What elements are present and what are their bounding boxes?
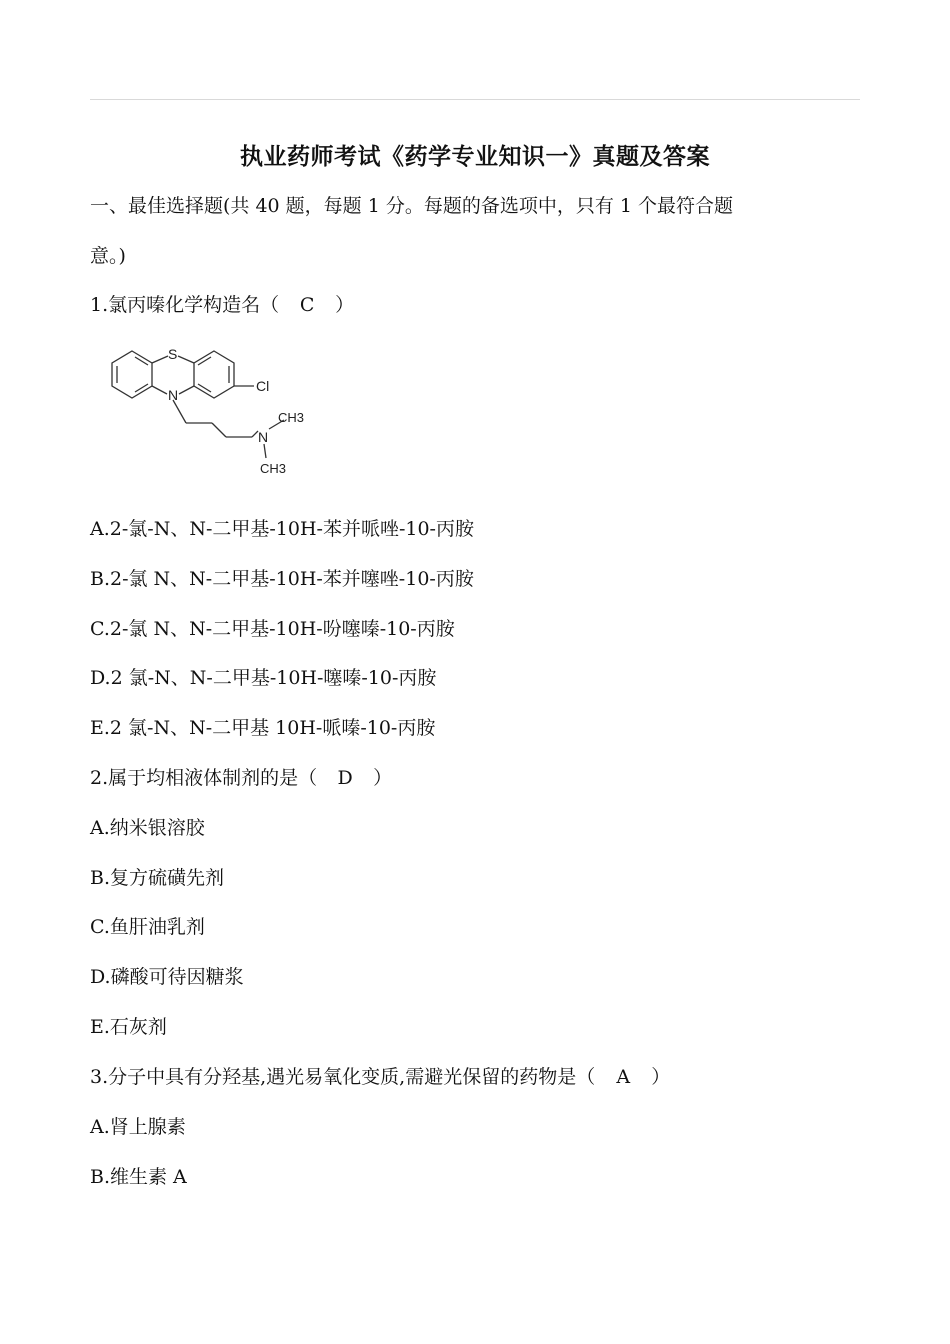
- question-1-option-a: A.2-氯-N、N-二甲基-10H-苯并哌唑-10-丙胺: [90, 518, 474, 540]
- section-intro-line-2: 意。): [90, 245, 126, 267]
- question-2-option-e: E.石灰剂: [90, 1016, 167, 1038]
- sulfur-label: S: [168, 346, 178, 362]
- section-intro-line-1: 一、最佳选择题(共 40 题，每题 1 分。每题的备选项中，只有 1 个最符合题: [90, 195, 734, 217]
- amine-nitrogen-label: N: [258, 429, 269, 445]
- question-2-option-b: B.复方硫磺先剂: [90, 867, 225, 889]
- methyl-top-label: CH3: [278, 410, 305, 425]
- question-1-answer: C: [299, 294, 315, 316]
- question-2-stem: 2.属于均相液体制剂的是（ D ）: [90, 763, 392, 793]
- chlorine-label: Cl: [256, 378, 270, 394]
- question-2-option-a: A.纳米银溶胶: [90, 817, 205, 839]
- question-3-stem: 3.分子中具有分羟基,遇光易氧化变质,需避光保留的药物是（ A ）: [90, 1062, 670, 1092]
- chlorpromazine-structure: [108, 336, 328, 486]
- question-1-option-c: C.2-氯 N、N-二甲基-10H-吩噻嗪-10-丙胺: [90, 618, 455, 640]
- question-3-option-a: A.肾上腺素: [90, 1116, 186, 1138]
- question-1-option-d: D.2 氯-N、N-二甲基-10H-噻嗪-10-丙胺: [90, 667, 437, 689]
- question-1-stem: 1.氯丙嗪化学构造名（ C ）: [90, 290, 354, 320]
- question-2-answer: D: [337, 767, 353, 789]
- question-2-option-c: C.鱼肝油乳剂: [90, 916, 205, 938]
- methyl-bottom-label: CH3: [260, 461, 287, 476]
- question-3-option-b: B.维生素 A: [90, 1166, 187, 1188]
- page-title: 执业药师考试《药学专业知识一》真题及答案: [240, 144, 710, 170]
- question-1-option-e: E.2 氯-N、N-二甲基 10H-哌嗪-10-丙胺: [90, 717, 436, 739]
- header-rule: [90, 99, 860, 100]
- question-3-answer: A: [616, 1066, 631, 1088]
- question-1-option-b: B.2-氯 N、N-二甲基-10H-苯并噻唑-10-丙胺: [90, 568, 474, 590]
- nitrogen-label: N: [168, 387, 179, 403]
- question-2-option-d: D.磷酸可待因糖浆: [90, 966, 244, 988]
